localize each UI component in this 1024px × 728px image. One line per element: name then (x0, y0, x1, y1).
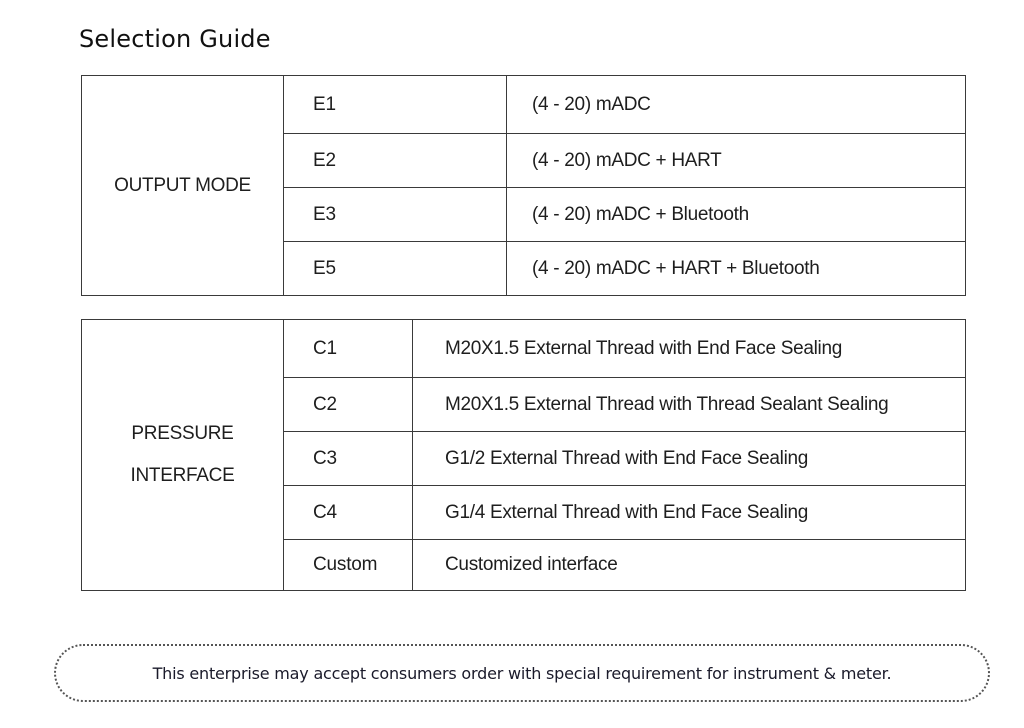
code-cell: E1 (284, 76, 507, 134)
code-cell: E3 (284, 188, 507, 242)
code-cell: E2 (284, 134, 507, 188)
code-cell: E5 (284, 242, 507, 296)
description-cell: G1/2 External Thread with End Face Sealing (413, 432, 966, 486)
description-cell: (4 - 20) mADC + HART + Bluetooth (507, 242, 966, 296)
table-row (82, 76, 966, 134)
category-cell (82, 320, 284, 591)
table-row (82, 320, 966, 378)
page-title: Selection Guide (79, 25, 271, 53)
output-mode-table (81, 75, 966, 296)
category-cell (82, 76, 284, 296)
category-label-line2: INTERFACE (130, 465, 235, 486)
code-cell: C4 (284, 486, 413, 540)
category-label-line1: PRESSURE (131, 423, 234, 444)
code-cell: C2 (284, 378, 413, 432)
description-cell: (4 - 20) mADC + Bluetooth (507, 188, 966, 242)
description-cell: G1/4 External Thread with End Face Sealing (413, 486, 966, 540)
description-cell: (4 - 20) mADC (507, 76, 966, 134)
code-cell: C1 (284, 320, 413, 378)
code-cell: Custom (284, 540, 413, 591)
pressure-interface-table (81, 319, 966, 591)
special-requirement-note (54, 644, 990, 702)
description-cell: Customized interface (413, 540, 966, 591)
category-label: OUTPUT MODE (114, 174, 251, 196)
description-cell: M20X1.5 External Thread with Thread Sealant Sealing (413, 378, 966, 432)
description-cell: (4 - 20) mADC + HART (507, 134, 966, 188)
code-cell: C3 (284, 432, 413, 486)
description-cell: M20X1.5 External Thread with End Face Sealing (413, 320, 966, 378)
note-text: This enterprise may accept consumers order with special requirement for instrument & meter. (152, 663, 892, 683)
